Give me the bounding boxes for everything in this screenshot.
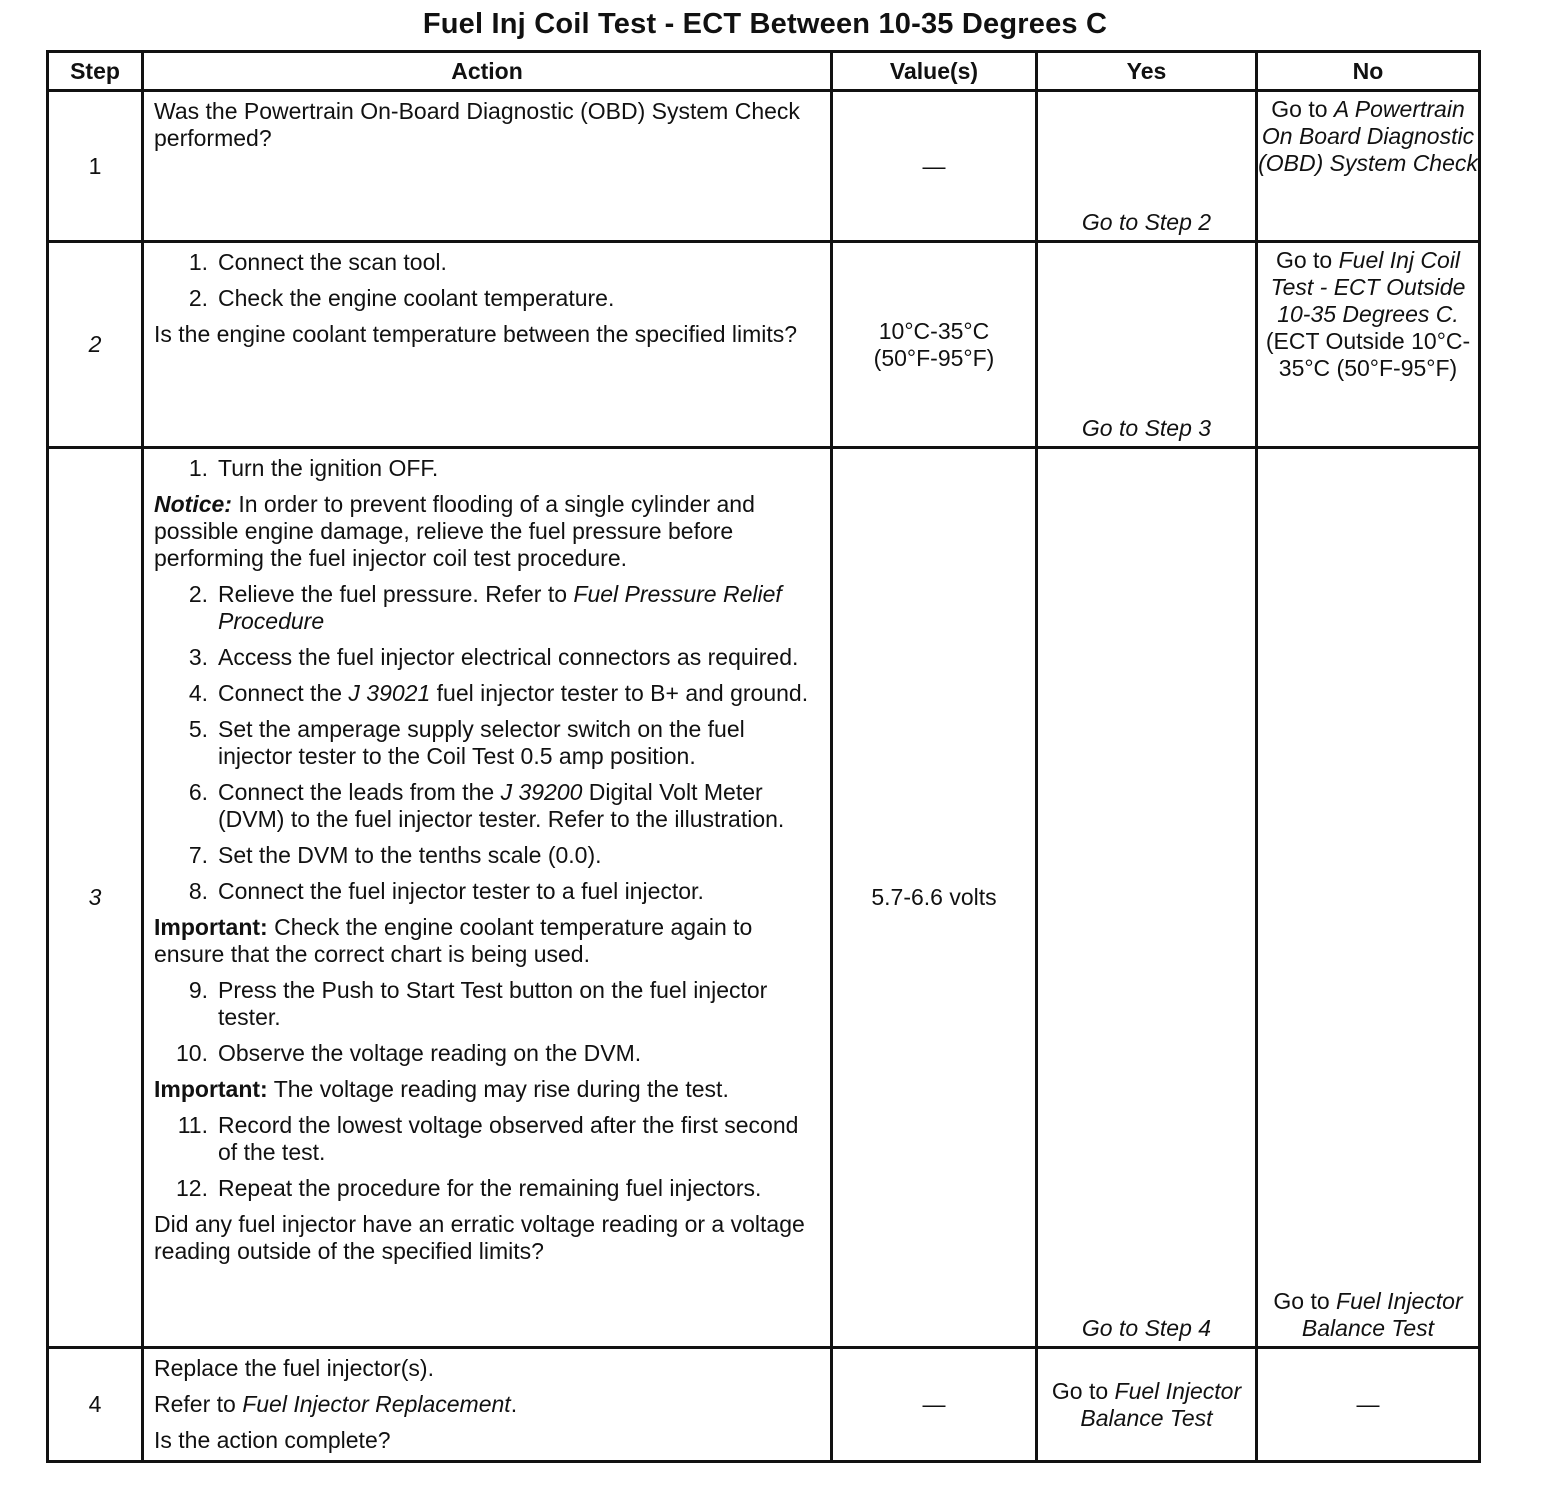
no-prefix: Go to bbox=[1275, 247, 1339, 273]
value-cell: — bbox=[832, 1348, 1037, 1462]
yes-prefix: Go to bbox=[1051, 1377, 1115, 1404]
value-cell bbox=[832, 242, 1037, 448]
value-cell: 5.7-6.6 volts bbox=[832, 448, 1037, 1348]
yes-cell bbox=[1037, 448, 1257, 1348]
yes-cell bbox=[1037, 242, 1257, 448]
procedure-link[interactable]: Fuel Pressure Relief Procedure bbox=[218, 581, 782, 634]
important-note: Important: The voltage reading may rise during the test. bbox=[154, 1076, 729, 1102]
table-row bbox=[48, 242, 1480, 448]
header-action: Action bbox=[143, 52, 832, 91]
table-row bbox=[48, 448, 1480, 1348]
action-cell bbox=[143, 448, 832, 1348]
step-number: 3 bbox=[48, 448, 143, 1348]
header-no: No bbox=[1257, 52, 1480, 91]
value-line: (50°F-95°F) bbox=[873, 344, 995, 371]
yes-link[interactable]: Fuel Injector Balance Test bbox=[1080, 1377, 1242, 1431]
list-item: 2. Check the engine coolant temperature. bbox=[188, 285, 615, 311]
step-number: 4 bbox=[48, 1348, 143, 1462]
action-line: Refer to Fuel Injector Replacement. bbox=[154, 1391, 518, 1417]
notice-note: Notice: In order to prevent flooding of a single cylinder and possible engine damage, relieve the fuel pressure before performing the fuel injector coil test procedure. bbox=[154, 491, 755, 571]
no-link[interactable]: A Powertrain On Board Diagnostic (OBD) System Check bbox=[1258, 96, 1478, 176]
procedure-link[interactable]: Fuel Injector Replacement bbox=[242, 1391, 511, 1417]
yes-cell bbox=[1037, 1348, 1257, 1462]
no-cell bbox=[1257, 448, 1480, 1348]
list-item: 7. Set the DVM to the tenths scale (0.0). bbox=[188, 842, 602, 868]
action-question: Is the engine coolant temperature between the specified limits? bbox=[154, 321, 798, 347]
action-line: Replace the fuel injector(s). bbox=[154, 1355, 434, 1381]
tool-ref: J 39200 bbox=[500, 779, 583, 805]
list-item: 1. Connect the scan tool. bbox=[188, 249, 447, 275]
list-item: 6. Connect the leads from the J 39200 Digital Volt Meter (DVM) to the fuel injector tester. Refer to the illustration. bbox=[188, 779, 785, 832]
yes-link[interactable]: Go to Step 3 bbox=[1081, 415, 1212, 441]
table-row bbox=[48, 1348, 1480, 1462]
no-cell bbox=[1257, 242, 1480, 448]
action-cell bbox=[143, 242, 832, 448]
no-link[interactable]: Fuel Injector Balance Test bbox=[1301, 1288, 1463, 1341]
important-note: Important: Check the engine coolant temperature again to ensure that the correct chart is being used. bbox=[154, 914, 753, 967]
no-link[interactable]: Fuel Inj Coil Test - ECT Outside 10-35 Degrees C. bbox=[1270, 247, 1466, 327]
yes-link[interactable]: Go to Step 2 bbox=[1081, 209, 1212, 235]
header-yes: Yes bbox=[1037, 52, 1257, 91]
list-item: 8. Connect the fuel injector tester to a fuel injector. bbox=[188, 878, 704, 904]
page-title: Fuel Inj Coil Test - ECT Between 10-35 Degrees C bbox=[422, 8, 1108, 40]
list-item: 4. Connect the J 39021 fuel injector tester to B+ and ground. bbox=[188, 680, 809, 706]
no-cell bbox=[1257, 91, 1480, 242]
header-row bbox=[48, 52, 1480, 91]
list-item: 1. Turn the ignition OFF. bbox=[188, 455, 439, 481]
list-item: 9. Press the Push to Start Test button on the fuel injector tester. bbox=[188, 977, 768, 1030]
list-item: 3. Access the fuel injector electrical connectors as required. bbox=[188, 644, 799, 670]
list-item: 5. Set the amperage supply selector switch on the fuel injector tester to the Coil Test 0.5 amp position. bbox=[188, 716, 745, 769]
action-cell bbox=[143, 91, 832, 242]
diagnostic-table bbox=[46, 50, 1481, 1463]
header-step: Step bbox=[48, 52, 143, 91]
tool-ref: J 39021 bbox=[348, 680, 431, 706]
list-item: 12. Repeat the procedure for the remaining fuel injectors. bbox=[176, 1175, 762, 1201]
value-line: 10°C-35°C bbox=[878, 317, 990, 344]
action-question: Was the Powertrain On-Board Diagnostic (OBD) System Check performed? bbox=[154, 98, 800, 151]
yes-link[interactable]: Go to Step 4 bbox=[1081, 1315, 1212, 1341]
list-item: 10. Observe the voltage reading on the DVM. bbox=[176, 1040, 642, 1066]
step-number: 1 bbox=[48, 91, 143, 242]
table-row bbox=[48, 91, 1480, 242]
list-item: 2. Relieve the fuel pressure. Refer to Fuel Pressure Relief Procedure bbox=[188, 581, 782, 634]
no-prefix: Go to bbox=[1273, 1288, 1337, 1314]
action-cell bbox=[143, 1348, 832, 1462]
list-item: 11. Record the lowest voltage observed after the first second of the test. bbox=[177, 1112, 799, 1165]
no-cell: — bbox=[1257, 1348, 1480, 1462]
step-number: 2 bbox=[48, 242, 143, 448]
no-prefix: Go to bbox=[1271, 96, 1334, 122]
no-suffix: (ECT Outside 10°C-35°C (50°F-95°F) bbox=[1265, 328, 1471, 381]
action-question: Is the action complete? bbox=[154, 1427, 391, 1453]
value-cell: — bbox=[832, 91, 1037, 242]
header-values: Value(s) bbox=[832, 52, 1037, 91]
action-question: Did any fuel injector have an erratic voltage reading or a voltage reading outside of the specified limits? bbox=[154, 1211, 805, 1264]
yes-cell bbox=[1037, 91, 1257, 242]
